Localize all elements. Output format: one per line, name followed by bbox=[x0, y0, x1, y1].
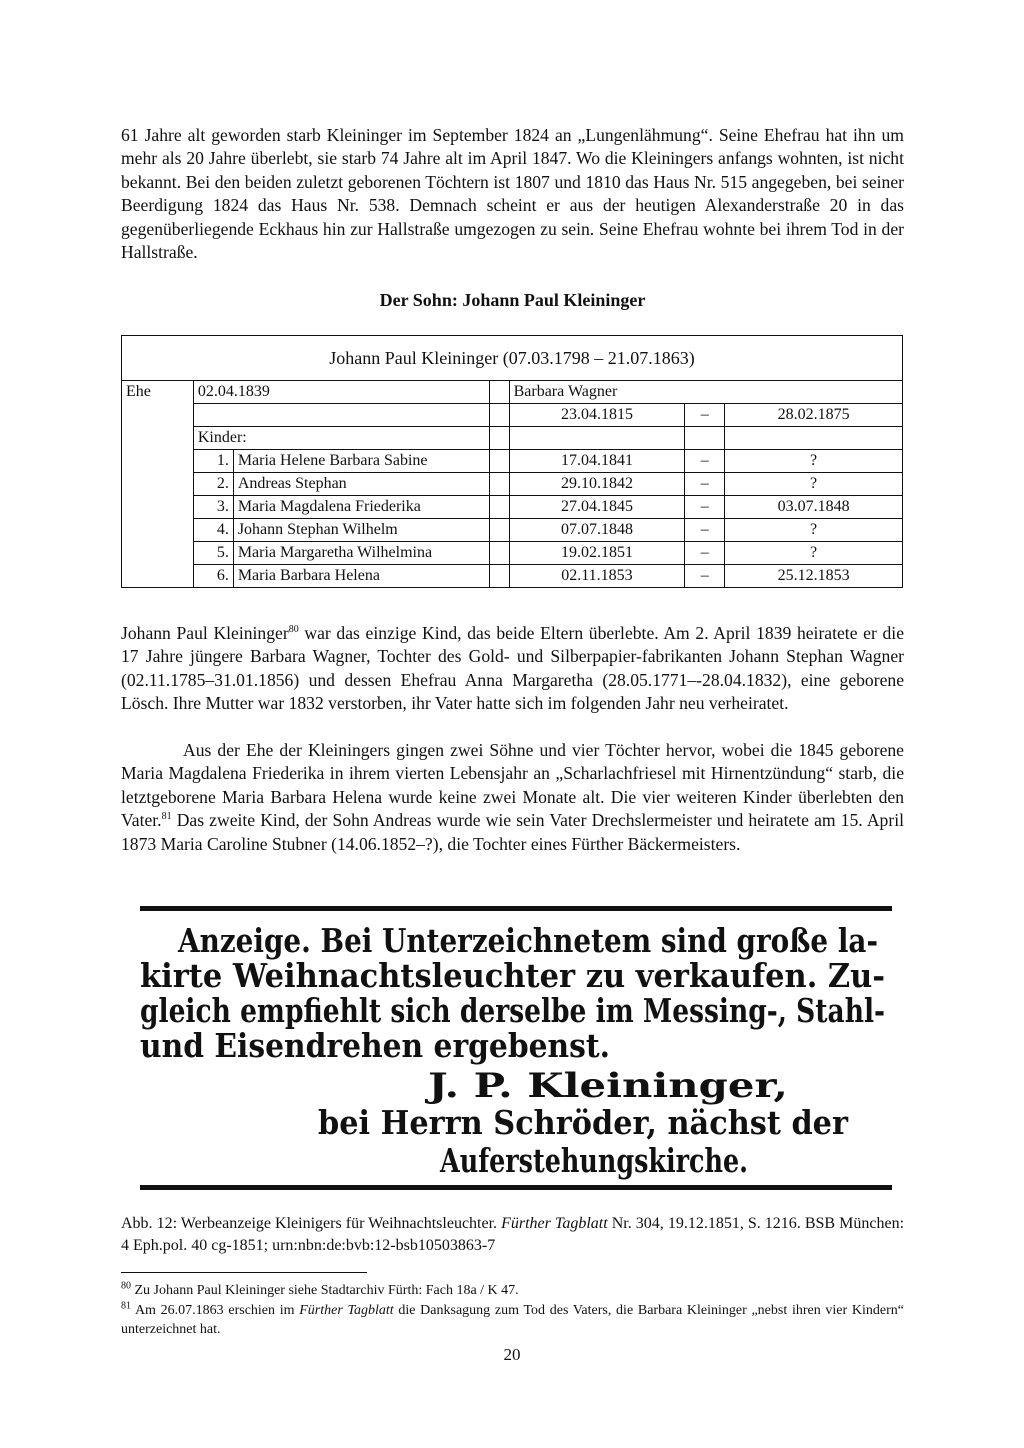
child-name: Maria Magdalena Friederika bbox=[233, 496, 489, 519]
footnote-text: Zu Johann Paul Kleininger siehe Stadtarchiv Fürth: Fach 18a / K 47. bbox=[131, 1283, 519, 1298]
dash: – bbox=[685, 519, 725, 542]
ad-line-2: kirte Weihnachtsleuchter zu verkaufen. Zu- bbox=[140, 956, 885, 995]
figure-caption bbox=[121, 1213, 904, 1257]
child-number: 2. bbox=[193, 473, 233, 496]
ad-line-5: J. P. Kleininger, bbox=[424, 1066, 788, 1106]
child-born: 17.04.1841 bbox=[509, 450, 685, 473]
paragraph-intro: 61 Jahre alt geworden starb Kleininger im September 1824 an „Lungenlähmung“. Seine Ehefrau hat ihn um mehr als 20 Jahre überlebt, sie starb 74 Jahre alt im April 1847. Wo die Kleiningers anfangs wohnten, ist nicht bekannt. Bei den beiden zuletzt geborenen Töchtern ist 1807 und 1810 das Haus Nr. 515 angegeben, bei seiner Beerdigung 1824 das Haus Nr. 538. Demnach scheint er aus der heutigen Alexanderstraße 20 in das gegenüberliegende Eckhaus hin zur Hallstraße umgezogen zu sein. Seine Ehefrau wohnte bei ihrem Tod in der Hallstraße. bbox=[121, 125, 904, 263]
child-born: 02.11.1853 bbox=[509, 565, 685, 588]
paragraph-son bbox=[121, 622, 904, 716]
child-born: 07.07.1848 bbox=[509, 519, 685, 542]
child-born: 19.02.1851 bbox=[509, 542, 685, 565]
dash: – bbox=[685, 542, 725, 565]
ad-bottom-rule bbox=[140, 1185, 892, 1190]
table-row bbox=[122, 565, 903, 588]
table-row bbox=[122, 381, 903, 404]
footnote-80 bbox=[121, 1281, 904, 1300]
child-born: 27.04.1845 bbox=[509, 496, 685, 519]
paragraph-children-rest: Das zweite Kind, der Sohn Andreas wurde wie sein Vater Drechslermeister und heiratete am 15. April 1873 Maria Caroline Stubner (14.06.1852–?), die Tochter eines Fürther Bäckermeisters. bbox=[121, 810, 904, 854]
table-row bbox=[122, 404, 903, 427]
child-name: Maria Barbara Helena bbox=[233, 565, 489, 588]
footnote-ref-81[interactable]: 81 bbox=[161, 811, 172, 823]
dash: – bbox=[685, 565, 725, 588]
spouse-death: 28.02.1875 bbox=[725, 404, 903, 427]
marriage-date: 02.04.1839 bbox=[193, 381, 489, 404]
paragraph-children-start: Aus der Ehe der Kleiningers gingen zwei Söhne und vier Töchter hervor, wobei die 1845 geborene Maria Magdalena Friederika in ihrem vierten Lebensjahr an „Scharlachfriesel mit Hirnentzündung“ starb, die letztgeborene Maria Barbara Helena wurde keine zwei Monate alt. Die vier weiteren Kinder überlebten den Vater. bbox=[121, 740, 904, 831]
child-number: 1. bbox=[193, 450, 233, 473]
table-row bbox=[122, 427, 903, 450]
spouse-birth: 23.04.1815 bbox=[509, 404, 685, 427]
table-row bbox=[122, 542, 903, 565]
table-row bbox=[122, 450, 903, 473]
child-died: 03.07.1848 bbox=[725, 496, 903, 519]
advertisement-image bbox=[140, 902, 892, 1192]
ad-line-6: bei Herrn Schröder, nächst der bbox=[318, 1103, 849, 1142]
dash: – bbox=[685, 450, 725, 473]
child-number: 5. bbox=[193, 542, 233, 565]
footnote-text-continued: die Danksagung zum Tod des Vaters, die Barbara Kleininger „nebst ihren vier Kindern“ unterzeichnet hat. bbox=[121, 1303, 904, 1337]
ad-top-rule bbox=[140, 906, 892, 911]
table-row bbox=[122, 473, 903, 496]
caption-text: Abb. 12: Werbeanzeige Kleinigers für Weihnachtsleuchter. bbox=[121, 1215, 502, 1232]
section-heading: Der Sohn: Johann Paul Kleininger bbox=[379, 290, 646, 310]
child-number: 4. bbox=[193, 519, 233, 542]
child-name: Johann Stephan Wilhelm bbox=[233, 519, 489, 542]
marriage-label: Ehe bbox=[122, 381, 194, 404]
children-label: Kinder: bbox=[193, 427, 489, 450]
footnote-number: 81 bbox=[121, 1300, 131, 1312]
child-died: ? bbox=[725, 450, 903, 473]
paragraph-son-start: Johann Paul Kleininger bbox=[121, 623, 289, 643]
table-row bbox=[122, 519, 903, 542]
table-title: Johann Paul Kleininger (07.03.1798 – 21.07.1863) bbox=[122, 336, 903, 381]
dash: – bbox=[685, 473, 725, 496]
child-number: 3. bbox=[193, 496, 233, 519]
paragraph-children bbox=[121, 739, 904, 856]
ad-line-3: gleich empfiehlt sich derselbe im Messing-, Stahl- bbox=[140, 991, 885, 1030]
ad-line-1: Anzeige. Bei Unterzeichnetem sind große la- bbox=[177, 921, 879, 960]
footnote-text: Am 26.07.1863 erschien im bbox=[131, 1303, 300, 1318]
child-died: ? bbox=[725, 473, 903, 496]
ad-line-7: Auferstehungskirche. bbox=[439, 1141, 748, 1180]
child-born: 29.10.1842 bbox=[509, 473, 685, 496]
child-number: 6. bbox=[193, 565, 233, 588]
child-died: ? bbox=[725, 542, 903, 565]
caption-source: Nr. 304, 19.12.1851, S. 1216. BSB München: 4 Eph.pol. 40 cg-1851; urn:nbn:de:bvb:12-bsb10503863-7 bbox=[121, 1215, 905, 1254]
caption-newspaper-title: Fürther Tagblatt bbox=[501, 1215, 608, 1232]
child-name: Maria Margaretha Wilhelmina bbox=[233, 542, 489, 565]
genealogy-table bbox=[121, 335, 903, 588]
ad-line-4: und Eisendrehen ergebenst. bbox=[140, 1026, 610, 1065]
spouse-name: Barbara Wagner bbox=[509, 381, 902, 404]
child-died: ? bbox=[725, 519, 903, 542]
paragraph-son-rest: war das einzige Kind, das beide Eltern überlebte. Am 2. April 1839 heiratete er die 17 Jahre jüngere Barbara Wagner, Tochter des Gold- und Silberpapier-fabrikanten Johann Stephan Wagner (02.11.1785–31.01.1856) und dessen Ehefrau Anna Margaretha (28.05.1771–-28.04.1832), eine geborene Lösch. Ihre Mutter war 1832 verstorben, ihr Vater hatte sich im folgenden Jahr neu verheiratet. bbox=[121, 623, 905, 714]
dash: – bbox=[685, 496, 725, 519]
footnote-newspaper-title: Fürther Tagblatt bbox=[299, 1303, 394, 1318]
footnote-separator bbox=[121, 1272, 367, 1273]
footnote-81 bbox=[121, 1301, 904, 1339]
table-row bbox=[122, 496, 903, 519]
footnote-ref-80[interactable]: 80 bbox=[288, 624, 299, 636]
child-name: Maria Helene Barbara Sabine bbox=[233, 450, 489, 473]
dash: – bbox=[685, 404, 725, 427]
child-died: 25.12.1853 bbox=[725, 565, 903, 588]
child-name: Andreas Stephan bbox=[233, 473, 489, 496]
footnote-number: 80 bbox=[121, 1280, 131, 1292]
page-number: 20 bbox=[503, 1345, 521, 1364]
